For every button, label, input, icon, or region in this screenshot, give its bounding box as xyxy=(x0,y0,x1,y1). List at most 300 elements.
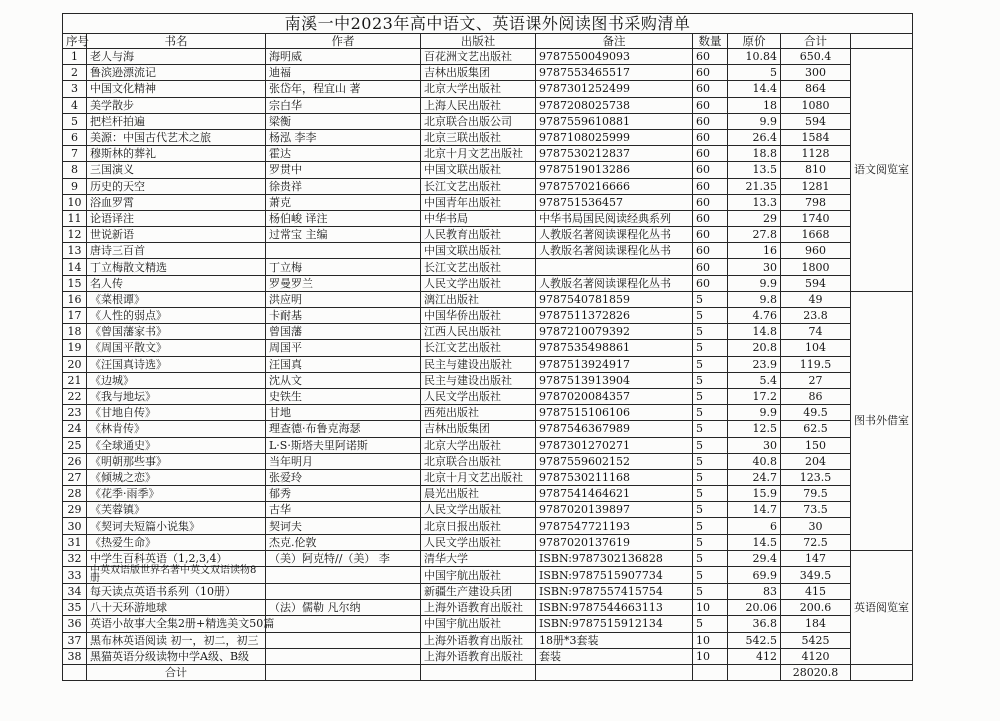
price-cell: 13.3 xyxy=(728,194,781,210)
price-cell: 14.4 xyxy=(728,81,781,97)
amount-cell: 300 xyxy=(781,65,851,81)
publisher-cell: 人民文学出版社 xyxy=(421,388,536,404)
publisher-cell: 新疆生产建设兵团 xyxy=(421,584,536,600)
publisher-cell: 北京日报出版社 xyxy=(421,518,536,534)
table-row xyxy=(63,178,913,194)
total-note-cell xyxy=(536,664,693,680)
table-row xyxy=(63,405,913,421)
amount-cell: 1584 xyxy=(781,129,851,145)
total-row xyxy=(63,664,913,680)
serial-cell: 12 xyxy=(63,227,87,243)
serial-cell: 8 xyxy=(63,162,87,178)
serial-cell: 5 xyxy=(63,113,87,129)
serial-cell: 21 xyxy=(63,372,87,388)
amount-cell: 864 xyxy=(781,81,851,97)
serial-cell: 28 xyxy=(63,486,87,502)
table-row xyxy=(63,502,913,518)
publisher-cell: 中国文联出版社 xyxy=(421,162,536,178)
amount-cell: 415 xyxy=(781,584,851,600)
table-row xyxy=(63,437,913,453)
table-row xyxy=(63,616,913,632)
book-title-cell: 黑猫英语分级读物中学A级、B级 xyxy=(87,648,266,664)
header-row xyxy=(63,34,913,49)
note-cell: 9787020139897 xyxy=(536,502,693,518)
publisher-cell: 北京三联出版社 xyxy=(421,129,536,145)
note-cell: 9787513924917 xyxy=(536,356,693,372)
author-cell: 杰克.伦敦 xyxy=(266,534,421,550)
quantity-cell: 60 xyxy=(693,162,728,178)
author-cell: 霍达 xyxy=(266,146,421,162)
amount-cell: 184 xyxy=(781,616,851,632)
book-title-cell: 黑布林英语阅读 初一，初二，初三 xyxy=(87,632,266,648)
price-cell: 83 xyxy=(728,584,781,600)
serial-cell: 17 xyxy=(63,308,87,324)
publisher-cell: 中国宇航出版社 xyxy=(421,567,536,584)
author-cell: 周国平 xyxy=(266,340,421,356)
publisher-cell: 北京大学出版社 xyxy=(421,437,536,453)
amount-cell: 73.5 xyxy=(781,502,851,518)
serial-cell: 3 xyxy=(63,81,87,97)
amount-cell: 5425 xyxy=(781,632,851,648)
table-row xyxy=(63,453,913,469)
author-cell: L·S·斯塔夫里阿诺斯 xyxy=(266,437,421,453)
publisher-cell: 人民教育出版社 xyxy=(421,227,536,243)
book-title-cell: 中英双语版世界名著中英文双语读物8册 xyxy=(87,567,266,584)
header-location xyxy=(851,34,913,49)
amount-cell: 49 xyxy=(781,291,851,307)
serial-cell: 19 xyxy=(63,340,87,356)
book-title-cell: 八十天环游地球 xyxy=(87,600,266,616)
serial-cell: 9 xyxy=(63,178,87,194)
price-cell: 30 xyxy=(728,259,781,275)
serial-cell: 15 xyxy=(63,275,87,291)
table-row xyxy=(63,372,913,388)
total-location-cell xyxy=(851,664,913,680)
amount-cell: 810 xyxy=(781,162,851,178)
serial-cell: 35 xyxy=(63,600,87,616)
total-publisher-cell xyxy=(421,664,536,680)
table-row xyxy=(63,129,913,145)
serial-cell: 13 xyxy=(63,243,87,259)
price-cell: 542.5 xyxy=(728,632,781,648)
author-cell xyxy=(266,648,421,664)
title-row xyxy=(63,14,913,34)
price-cell: 14.5 xyxy=(728,534,781,550)
publisher-cell: 百花洲文艺出版社 xyxy=(421,49,536,65)
quantity-cell: 5 xyxy=(693,372,728,388)
amount-cell: 104 xyxy=(781,340,851,356)
amount-cell: 30 xyxy=(781,518,851,534)
quantity-cell: 5 xyxy=(693,584,728,600)
publisher-cell: 西苑出版社 xyxy=(421,405,536,421)
publisher-cell: 北京大学出版社 xyxy=(421,81,536,97)
note-cell: 9787301252499 xyxy=(536,81,693,97)
author-cell: 当年明月 xyxy=(266,453,421,469)
book-title-cell: 唐诗三百首 xyxy=(87,243,266,259)
note-cell: 人教版名著阅读课程化丛书 xyxy=(536,243,693,259)
table-row xyxy=(63,146,913,162)
publisher-cell: 人民文学出版社 xyxy=(421,275,536,291)
quantity-cell: 60 xyxy=(693,65,728,81)
author-cell xyxy=(266,584,421,600)
book-title-cell: 《边城》 xyxy=(87,372,266,388)
author-cell xyxy=(266,243,421,259)
table-body xyxy=(63,49,913,665)
book-title-cell: 《林肯传》 xyxy=(87,421,266,437)
quantity-cell: 60 xyxy=(693,210,728,226)
amount-cell: 798 xyxy=(781,194,851,210)
book-title-cell: 三国演义 xyxy=(87,162,266,178)
serial-cell: 25 xyxy=(63,437,87,453)
table-row xyxy=(63,162,913,178)
publisher-cell: 中国华侨出版社 xyxy=(421,308,536,324)
note-cell: 9787540781859 xyxy=(536,291,693,307)
publisher-cell: 民主与建设出版社 xyxy=(421,356,536,372)
amount-cell: 960 xyxy=(781,243,851,259)
quantity-cell: 5 xyxy=(693,405,728,421)
author-cell: 杨泓 李李 xyxy=(266,129,421,145)
table-row xyxy=(63,486,913,502)
quantity-cell: 5 xyxy=(693,291,728,307)
price-cell: 4.76 xyxy=(728,308,781,324)
book-title-cell: 《热爱生命》 xyxy=(87,534,266,550)
quantity-cell: 10 xyxy=(693,648,728,664)
serial-cell: 26 xyxy=(63,453,87,469)
table-row xyxy=(63,194,913,210)
table-row xyxy=(63,259,913,275)
amount-cell: 4120 xyxy=(781,648,851,664)
total-price-cell xyxy=(728,664,781,680)
table-row xyxy=(63,113,913,129)
amount-cell: 23.8 xyxy=(781,308,851,324)
table-row xyxy=(63,356,913,372)
serial-cell: 36 xyxy=(63,616,87,632)
publisher-cell: 中华书局 xyxy=(421,210,536,226)
quantity-cell: 60 xyxy=(693,178,728,194)
book-title-cell: 《我与地坛》 xyxy=(87,388,266,404)
author-cell: 郁秀 xyxy=(266,486,421,502)
serial-cell: 33 xyxy=(63,567,87,584)
author-cell: 迪福 xyxy=(266,65,421,81)
note-cell: ISBN:9787515912134 xyxy=(536,616,693,632)
header-publisher: 出版社 xyxy=(421,34,536,49)
quantity-cell: 60 xyxy=(693,97,728,113)
book-title-cell: 老人与海 xyxy=(87,49,266,65)
total-label: 合计 xyxy=(87,664,266,680)
amount-cell: 150 xyxy=(781,437,851,453)
note-cell: 9787535498861 xyxy=(536,340,693,356)
book-title-cell: 名人传 xyxy=(87,275,266,291)
note-cell: ISBN:9787544663113 xyxy=(536,600,693,616)
serial-cell: 11 xyxy=(63,210,87,226)
serial-cell: 4 xyxy=(63,97,87,113)
amount-cell: 147 xyxy=(781,550,851,566)
note-cell: 9787210079392 xyxy=(536,324,693,340)
amount-cell: 86 xyxy=(781,388,851,404)
book-title-cell: 《全球通史》 xyxy=(87,437,266,453)
note-cell: 9787301270271 xyxy=(536,437,693,453)
quantity-cell: 5 xyxy=(693,453,728,469)
table-row xyxy=(63,210,913,226)
price-cell: 14.8 xyxy=(728,324,781,340)
publisher-cell: 上海外语教育出版社 xyxy=(421,648,536,664)
header-price: 原价 xyxy=(728,34,781,49)
price-cell: 18 xyxy=(728,97,781,113)
book-title-cell: 丁立梅散文精选 xyxy=(87,259,266,275)
amount-cell: 200.6 xyxy=(781,600,851,616)
amount-cell: 1281 xyxy=(781,178,851,194)
amount-cell: 1668 xyxy=(781,227,851,243)
note-cell: 978751536457 xyxy=(536,194,693,210)
amount-cell: 594 xyxy=(781,275,851,291)
price-cell: 36.8 xyxy=(728,616,781,632)
table-row xyxy=(63,518,913,534)
author-cell: 罗贯中 xyxy=(266,162,421,178)
publisher-cell: 上海外语教育出版社 xyxy=(421,600,536,616)
publisher-cell: 江西人民出版社 xyxy=(421,324,536,340)
price-cell: 5.4 xyxy=(728,372,781,388)
author-cell: 梁衡 xyxy=(266,113,421,129)
note-cell: 9787020137619 xyxy=(536,534,693,550)
publisher-cell: 人民文学出版社 xyxy=(421,502,536,518)
note-cell: ISBN:9787515907734 xyxy=(536,567,693,584)
author-cell: 甘地 xyxy=(266,405,421,421)
quantity-cell: 5 xyxy=(693,437,728,453)
location-cell: 语文阅览室 xyxy=(851,49,913,292)
author-cell: （美）阿克特//（美） 李 xyxy=(266,550,421,566)
book-title-cell: 鲁滨逊漂流记 xyxy=(87,65,266,81)
table-row xyxy=(63,227,913,243)
price-cell: 9.9 xyxy=(728,405,781,421)
table-row xyxy=(63,632,913,648)
publisher-cell: 北京联合出版公司 xyxy=(421,113,536,129)
price-cell: 14.7 xyxy=(728,502,781,518)
table-row xyxy=(63,324,913,340)
amount-cell: 62.5 xyxy=(781,421,851,437)
serial-cell: 1 xyxy=(63,49,87,65)
note-cell: 9787530212837 xyxy=(536,146,693,162)
quantity-cell: 5 xyxy=(693,356,728,372)
book-title-cell: 《倾城之恋》 xyxy=(87,469,266,485)
note-cell: 9787559602152 xyxy=(536,453,693,469)
table-row xyxy=(63,388,913,404)
book-title-cell: 《契诃夫短篇小说集》 xyxy=(87,518,266,534)
quantity-cell: 60 xyxy=(693,227,728,243)
serial-cell: 34 xyxy=(63,584,87,600)
author-cell: 过常宝 主编 xyxy=(266,227,421,243)
quantity-cell: 5 xyxy=(693,567,728,584)
table-row xyxy=(63,97,913,113)
author-cell: 杨伯峻 译注 xyxy=(266,210,421,226)
price-cell: 23.9 xyxy=(728,356,781,372)
author-cell xyxy=(266,616,421,632)
note-cell: 9787559610881 xyxy=(536,113,693,129)
author-cell: 海明威 xyxy=(266,49,421,65)
quantity-cell: 10 xyxy=(693,600,728,616)
publisher-cell: 上海外语教育出版社 xyxy=(421,632,536,648)
total-serial-cell xyxy=(63,664,87,680)
book-title-cell: 每天读点英语书系列（10册） xyxy=(87,584,266,600)
author-cell: 卡耐基 xyxy=(266,308,421,324)
header-quantity: 数量 xyxy=(693,34,728,49)
book-purchase-table xyxy=(62,13,913,681)
amount-cell: 650.4 xyxy=(781,49,851,65)
serial-cell: 29 xyxy=(63,502,87,518)
note-cell: 18册*3套装 xyxy=(536,632,693,648)
author-cell: （法）儒勒 凡尔纳 xyxy=(266,600,421,616)
table-row xyxy=(63,340,913,356)
book-title-cell: 浴血罗霄 xyxy=(87,194,266,210)
book-title-cell: 《明朝那些事》 xyxy=(87,453,266,469)
location-cell: 英语阅览室 xyxy=(851,550,913,664)
price-cell: 17.2 xyxy=(728,388,781,404)
quantity-cell: 10 xyxy=(693,632,728,648)
total-amount: 28020.8 xyxy=(781,664,851,680)
note-cell: 9787553465517 xyxy=(536,65,693,81)
note-cell: 9787570216666 xyxy=(536,178,693,194)
book-title-cell: 中学生百科英语（1,2,3,4） xyxy=(87,550,266,566)
serial-cell: 30 xyxy=(63,518,87,534)
author-cell: 理查德·布鲁克海瑟 xyxy=(266,421,421,437)
price-cell: 27.8 xyxy=(728,227,781,243)
serial-cell: 37 xyxy=(63,632,87,648)
book-title-cell: 穆斯林的葬礼 xyxy=(87,146,266,162)
note-cell xyxy=(536,259,693,275)
book-title-cell: 美学散步 xyxy=(87,97,266,113)
table-row xyxy=(63,584,913,600)
price-cell: 9.8 xyxy=(728,291,781,307)
serial-cell: 24 xyxy=(63,421,87,437)
quantity-cell: 5 xyxy=(693,469,728,485)
author-cell: 宗白华 xyxy=(266,97,421,113)
publisher-cell: 吉林出版集团 xyxy=(421,421,536,437)
author-cell: 罗曼罗兰 xyxy=(266,275,421,291)
price-cell: 29.4 xyxy=(728,550,781,566)
quantity-cell: 5 xyxy=(693,616,728,632)
amount-cell: 79.5 xyxy=(781,486,851,502)
note-cell: 9787519013286 xyxy=(536,162,693,178)
note-cell: 9787513913904 xyxy=(536,372,693,388)
author-cell: 史铁生 xyxy=(266,388,421,404)
note-cell: 9787208025738 xyxy=(536,97,693,113)
page-title: 南溪一中2023年高中语文、英语课外阅读图书采购清单 xyxy=(63,14,913,34)
author-cell: 契诃夫 xyxy=(266,518,421,534)
quantity-cell: 5 xyxy=(693,486,728,502)
price-cell: 29 xyxy=(728,210,781,226)
note-cell: 9787547721193 xyxy=(536,518,693,534)
serial-cell: 27 xyxy=(63,469,87,485)
quantity-cell: 60 xyxy=(693,243,728,259)
table-row xyxy=(63,567,913,584)
book-title-cell: 《花季·雨季》 xyxy=(87,486,266,502)
book-title-cell: 把栏杆拍遍 xyxy=(87,113,266,129)
book-title-cell: 《甘地自传》 xyxy=(87,405,266,421)
note-cell: 9787541464621 xyxy=(536,486,693,502)
table-row xyxy=(63,81,913,97)
price-cell: 24.7 xyxy=(728,469,781,485)
header-note: 备注 xyxy=(536,34,693,49)
serial-cell: 18 xyxy=(63,324,87,340)
price-cell: 69.9 xyxy=(728,567,781,584)
note-cell: 套装 xyxy=(536,648,693,664)
table-row xyxy=(63,65,913,81)
note-cell: 中华书局国民阅读经典系列 xyxy=(536,210,693,226)
amount-cell: 27 xyxy=(781,372,851,388)
header-author: 作者 xyxy=(266,34,421,49)
price-cell: 9.9 xyxy=(728,275,781,291)
table-row xyxy=(63,469,913,485)
amount-cell: 123.5 xyxy=(781,469,851,485)
author-cell: 洪应明 xyxy=(266,291,421,307)
publisher-cell: 清华大学 xyxy=(421,550,536,566)
publisher-cell: 中国宇航出版社 xyxy=(421,616,536,632)
publisher-cell: 长江文艺出版社 xyxy=(421,340,536,356)
note-cell: 9787550049093 xyxy=(536,49,693,65)
price-cell: 21.35 xyxy=(728,178,781,194)
quantity-cell: 5 xyxy=(693,534,728,550)
quantity-cell: 60 xyxy=(693,129,728,145)
quantity-cell: 5 xyxy=(693,550,728,566)
publisher-cell: 晨光出版社 xyxy=(421,486,536,502)
author-cell: 曾国藩 xyxy=(266,324,421,340)
serial-cell: 14 xyxy=(63,259,87,275)
table-row xyxy=(63,243,913,259)
quantity-cell: 5 xyxy=(693,388,728,404)
note-cell: 人教版名著阅读课程化丛书 xyxy=(536,275,693,291)
book-title-cell: 论语译注 xyxy=(87,210,266,226)
table-row xyxy=(63,275,913,291)
price-cell: 20.06 xyxy=(728,600,781,616)
publisher-cell: 长江文艺出版社 xyxy=(421,178,536,194)
author-cell: 沈从文 xyxy=(266,372,421,388)
publisher-cell: 北京十月文艺出版社 xyxy=(421,469,536,485)
total-qty-cell xyxy=(693,664,728,680)
price-cell: 16 xyxy=(728,243,781,259)
serial-cell: 31 xyxy=(63,534,87,550)
header-serial: 序号 xyxy=(63,34,87,49)
book-title-cell: 英语小故事大全集2册+精选美文50篇 xyxy=(87,616,266,632)
publisher-cell: 漓江出版社 xyxy=(421,291,536,307)
amount-cell: 72.5 xyxy=(781,534,851,550)
price-cell: 10.84 xyxy=(728,49,781,65)
amount-cell: 1800 xyxy=(781,259,851,275)
total-author-cell xyxy=(266,664,421,680)
amount-cell: 1740 xyxy=(781,210,851,226)
note-cell: 9787546367989 xyxy=(536,421,693,437)
author-cell xyxy=(266,567,421,584)
book-title-cell: 世说新语 xyxy=(87,227,266,243)
book-title-cell: 《曾国藩家书》 xyxy=(87,324,266,340)
price-cell: 13.5 xyxy=(728,162,781,178)
book-title-cell: 《人性的弱点》 xyxy=(87,308,266,324)
amount-cell: 1080 xyxy=(781,97,851,113)
table-row xyxy=(63,291,913,307)
publisher-cell: 北京十月文艺出版社 xyxy=(421,146,536,162)
quantity-cell: 60 xyxy=(693,259,728,275)
table-row xyxy=(63,534,913,550)
purchase-list-sheet xyxy=(62,13,913,681)
price-cell: 18.8 xyxy=(728,146,781,162)
note-cell: 9787515106106 xyxy=(536,405,693,421)
author-cell: 萧克 xyxy=(266,194,421,210)
publisher-cell: 吉林出版集团 xyxy=(421,65,536,81)
note-cell: 9787530211168 xyxy=(536,469,693,485)
serial-cell: 10 xyxy=(63,194,87,210)
amount-cell: 594 xyxy=(781,113,851,129)
author-cell: 张爱玲 xyxy=(266,469,421,485)
serial-cell: 32 xyxy=(63,550,87,566)
amount-cell: 74 xyxy=(781,324,851,340)
